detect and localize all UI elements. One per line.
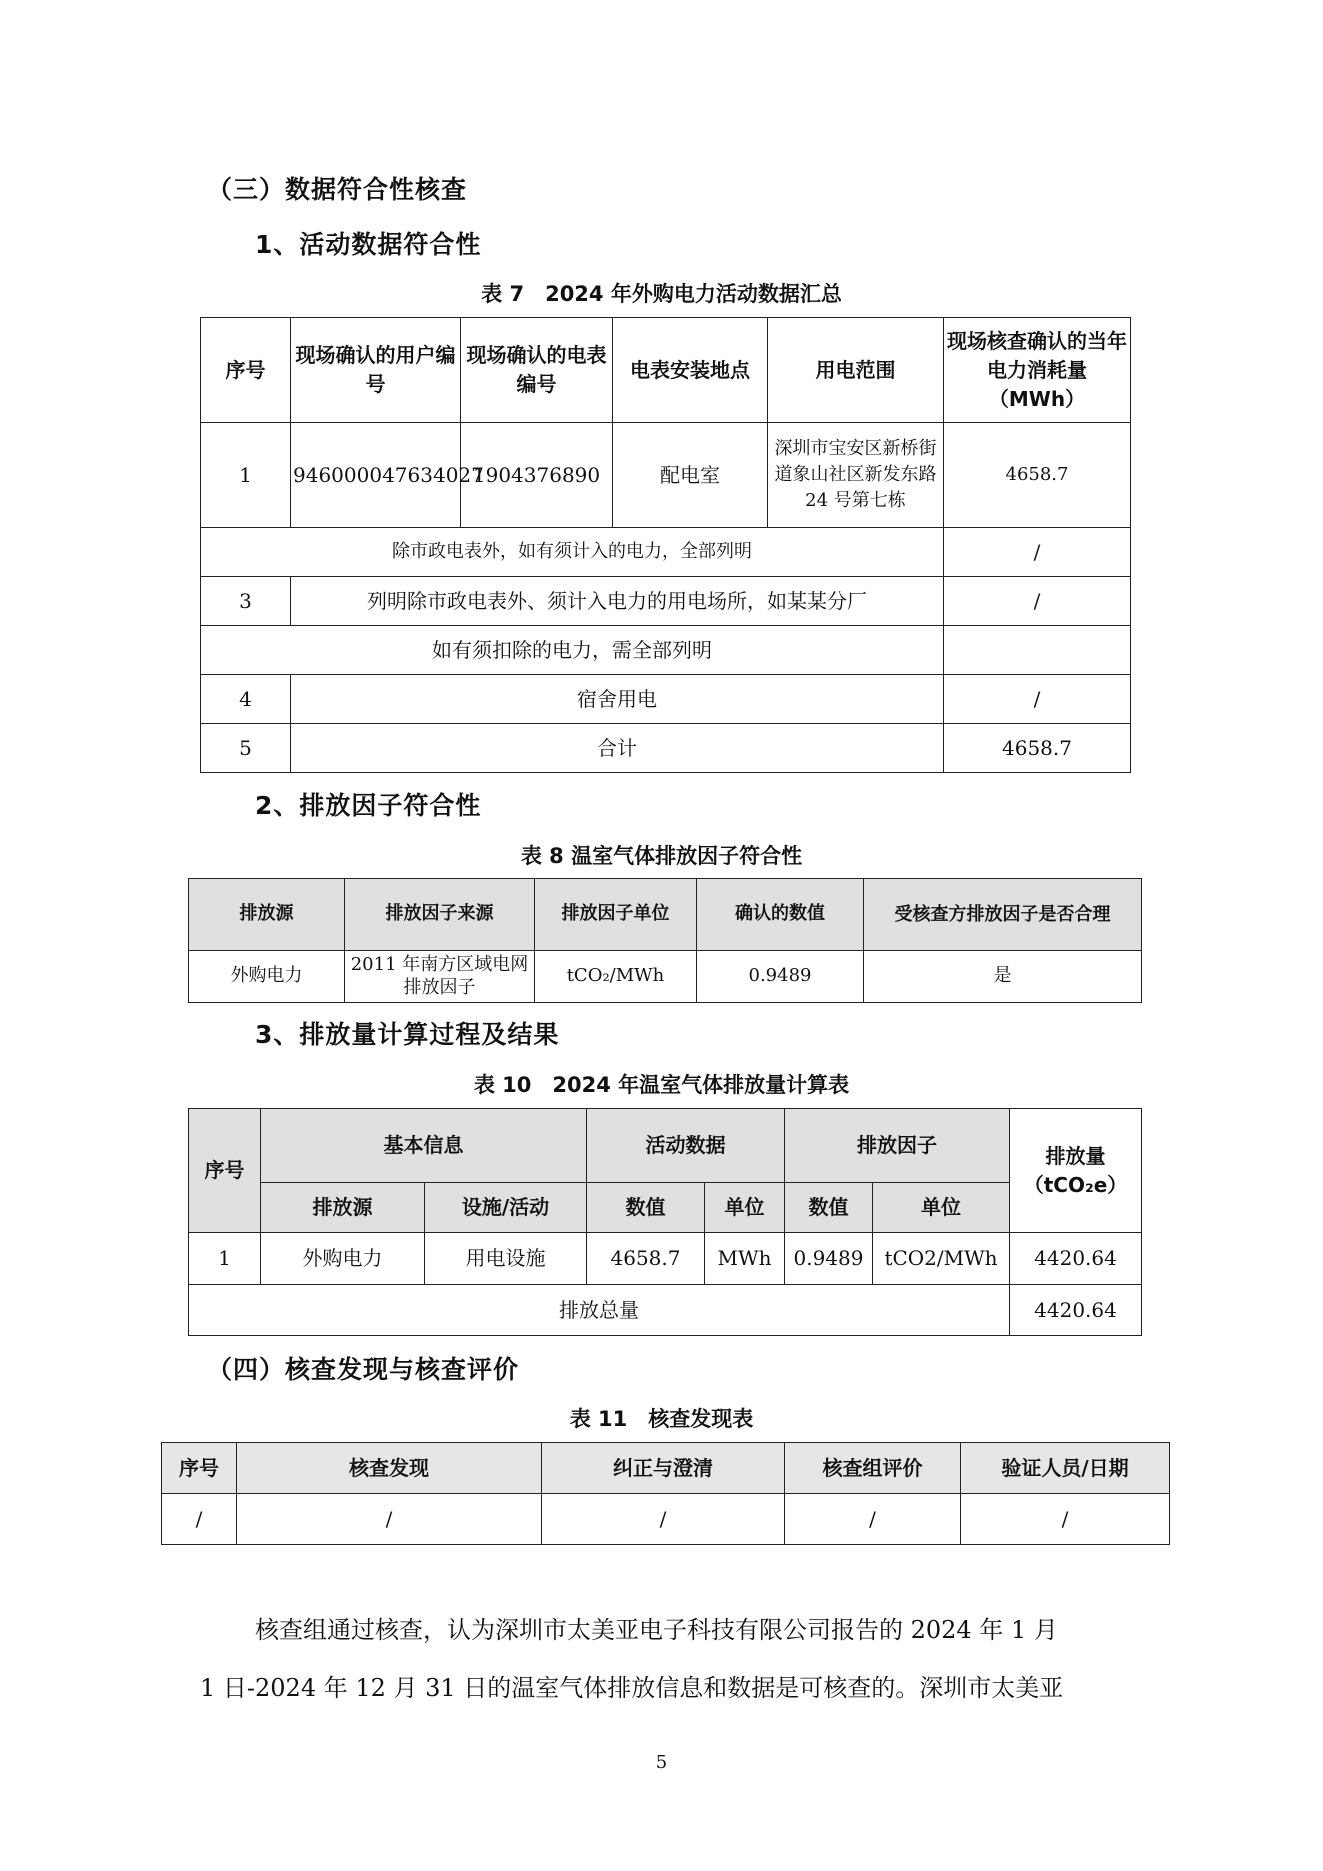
table-cell: 4420.64 xyxy=(1010,1285,1142,1336)
table-cell: 外购电力 xyxy=(261,1233,425,1285)
table-row xyxy=(201,423,1131,528)
table-row xyxy=(201,528,1131,577)
table-cell: 5 xyxy=(201,724,291,773)
table-row xyxy=(189,951,1142,1003)
table-cell: 宿舍用电 xyxy=(291,675,944,724)
table-header: 排放源 xyxy=(261,1183,425,1233)
table-header: 排放量（tCO₂e） xyxy=(1010,1109,1142,1233)
table-cell: tCO2/MWh xyxy=(873,1233,1010,1285)
table-cell: 4658.7 xyxy=(587,1233,705,1285)
table-row xyxy=(201,675,1131,724)
table-header: 排放因子单位 xyxy=(535,879,697,951)
table-header: 排放因子 xyxy=(785,1109,1010,1183)
table-header-row xyxy=(201,318,1131,423)
table-caption: 表 10 2024 年温室气体排放量计算表 xyxy=(473,1073,850,1097)
table-header: 序号 xyxy=(162,1443,237,1494)
subsection-title: 2、排放因子符合性 xyxy=(255,791,482,820)
table-cell: 深圳市宝安区新桥街道象山社区新发东路 24 号第七栋 xyxy=(768,423,944,528)
table-header: 活动数据 xyxy=(587,1109,785,1183)
table-row xyxy=(201,577,1131,626)
table-emission-factor xyxy=(188,878,1142,1003)
paragraph-line: 核查组通过核查，认为深圳市太美亚电子科技有限公司报告的 2024 年 1 月 xyxy=(255,1616,1058,1644)
table-cell: 2011 年南方区域电网排放因子 xyxy=(345,951,535,1003)
table-cell: 4658.7 xyxy=(944,724,1131,773)
table-cell: 4420.64 xyxy=(1010,1233,1142,1285)
table-header: 验证人员/日期 xyxy=(961,1443,1170,1494)
table-cell: 1 xyxy=(189,1233,261,1285)
table-cell: 3 xyxy=(201,577,291,626)
table-row xyxy=(201,626,1131,675)
subsection-title: 3、排放量计算过程及结果 xyxy=(255,1020,560,1049)
table-header: 纠正与澄清 xyxy=(542,1443,785,1494)
table-header-row xyxy=(189,1183,1142,1233)
table-cell xyxy=(944,626,1131,675)
table-cell: 排放总量 xyxy=(189,1285,1010,1336)
table-cell: 0.9489 xyxy=(785,1233,873,1285)
table-cell: MWh xyxy=(705,1233,785,1285)
table-header: 受核查方排放因子是否合理 xyxy=(864,879,1142,951)
table-row xyxy=(189,1233,1142,1285)
paragraph-line: 1 日-2024 年 12 月 31 日的温室气体排放信息和数据是可核查的。深圳市太美亚 xyxy=(200,1674,1064,1702)
table-header: 数值 xyxy=(785,1183,873,1233)
table-row xyxy=(201,724,1131,773)
table-header: 序号 xyxy=(201,318,291,423)
table-findings xyxy=(161,1442,1170,1545)
subsection-title: 1、活动数据符合性 xyxy=(255,230,482,259)
table-header: 排放因子来源 xyxy=(345,879,535,951)
table-cell: 列明除市政电表外、须计入电力的用电场所，如某某分厂 xyxy=(291,577,944,626)
table-header: 序号 xyxy=(189,1109,261,1233)
table-header: 单位 xyxy=(705,1183,785,1233)
table-cell: / xyxy=(944,577,1131,626)
table-row xyxy=(189,1285,1142,1336)
table-cell: 4658.7 xyxy=(944,423,1131,528)
table-header-row xyxy=(189,1109,1142,1183)
table-header-row xyxy=(189,879,1142,951)
table-cell: 配电室 xyxy=(613,423,768,528)
table-electricity-activity xyxy=(200,317,1131,773)
table-cell: 用电设施 xyxy=(425,1233,587,1285)
table-header: 设施/活动 xyxy=(425,1183,587,1233)
table-header: 现场核查确认的当年电力消耗量（MWh） xyxy=(944,318,1131,423)
section-title: （四）核查发现与核查评价 xyxy=(207,1355,520,1384)
table-cell: 1 xyxy=(201,423,291,528)
table-cell: 1904376890 xyxy=(461,423,613,528)
table-cell: / xyxy=(961,1494,1170,1545)
table-header: 用电范围 xyxy=(768,318,944,423)
table-header: 数值 xyxy=(587,1183,705,1233)
table-header: 确认的数值 xyxy=(697,879,864,951)
table-cell: / xyxy=(785,1494,961,1545)
section-title: （三）数据符合性核查 xyxy=(207,175,468,204)
table-header: 电表安装地点 xyxy=(613,318,768,423)
table-header: 现场确认的用户编号 xyxy=(291,318,461,423)
table-header: 基本信息 xyxy=(261,1109,587,1183)
table-cell: / xyxy=(944,528,1131,577)
table-header: 核查组评价 xyxy=(785,1443,961,1494)
table-cell: / xyxy=(542,1494,785,1545)
table-cell: tCO₂/MWh xyxy=(535,951,697,1003)
table-cell: 4 xyxy=(201,675,291,724)
table-cell: 外购电力 xyxy=(189,951,345,1003)
table-cell: 如有须扣除的电力，需全部列明 xyxy=(201,626,944,675)
table-cell: / xyxy=(237,1494,542,1545)
table-cell: / xyxy=(162,1494,237,1545)
table-cell: 除市政电表外，如有须计入的电力，全部列明 xyxy=(201,528,944,577)
table-cell: 0.9489 xyxy=(697,951,864,1003)
table-cell: 是 xyxy=(864,951,1142,1003)
table-header: 核查发现 xyxy=(237,1443,542,1494)
table-caption: 表 7 2024 年外购电力活动数据汇总 xyxy=(481,282,842,306)
table-row xyxy=(162,1494,1170,1545)
page-number: 5 xyxy=(655,1752,668,1773)
table-header: 现场确认的电表编号 xyxy=(461,318,613,423)
table-caption: 表 11 核查发现表 xyxy=(569,1407,754,1431)
table-cell: / xyxy=(944,675,1131,724)
table-header-row xyxy=(162,1443,1170,1494)
table-emission-calculation xyxy=(188,1108,1142,1336)
table-cell: 合计 xyxy=(291,724,944,773)
table-header: 排放源 xyxy=(189,879,345,951)
table-cell: 946000047634027 xyxy=(291,423,461,528)
table-header: 单位 xyxy=(873,1183,1010,1233)
table-caption: 表 8 温室气体排放因子符合性 xyxy=(520,844,803,868)
